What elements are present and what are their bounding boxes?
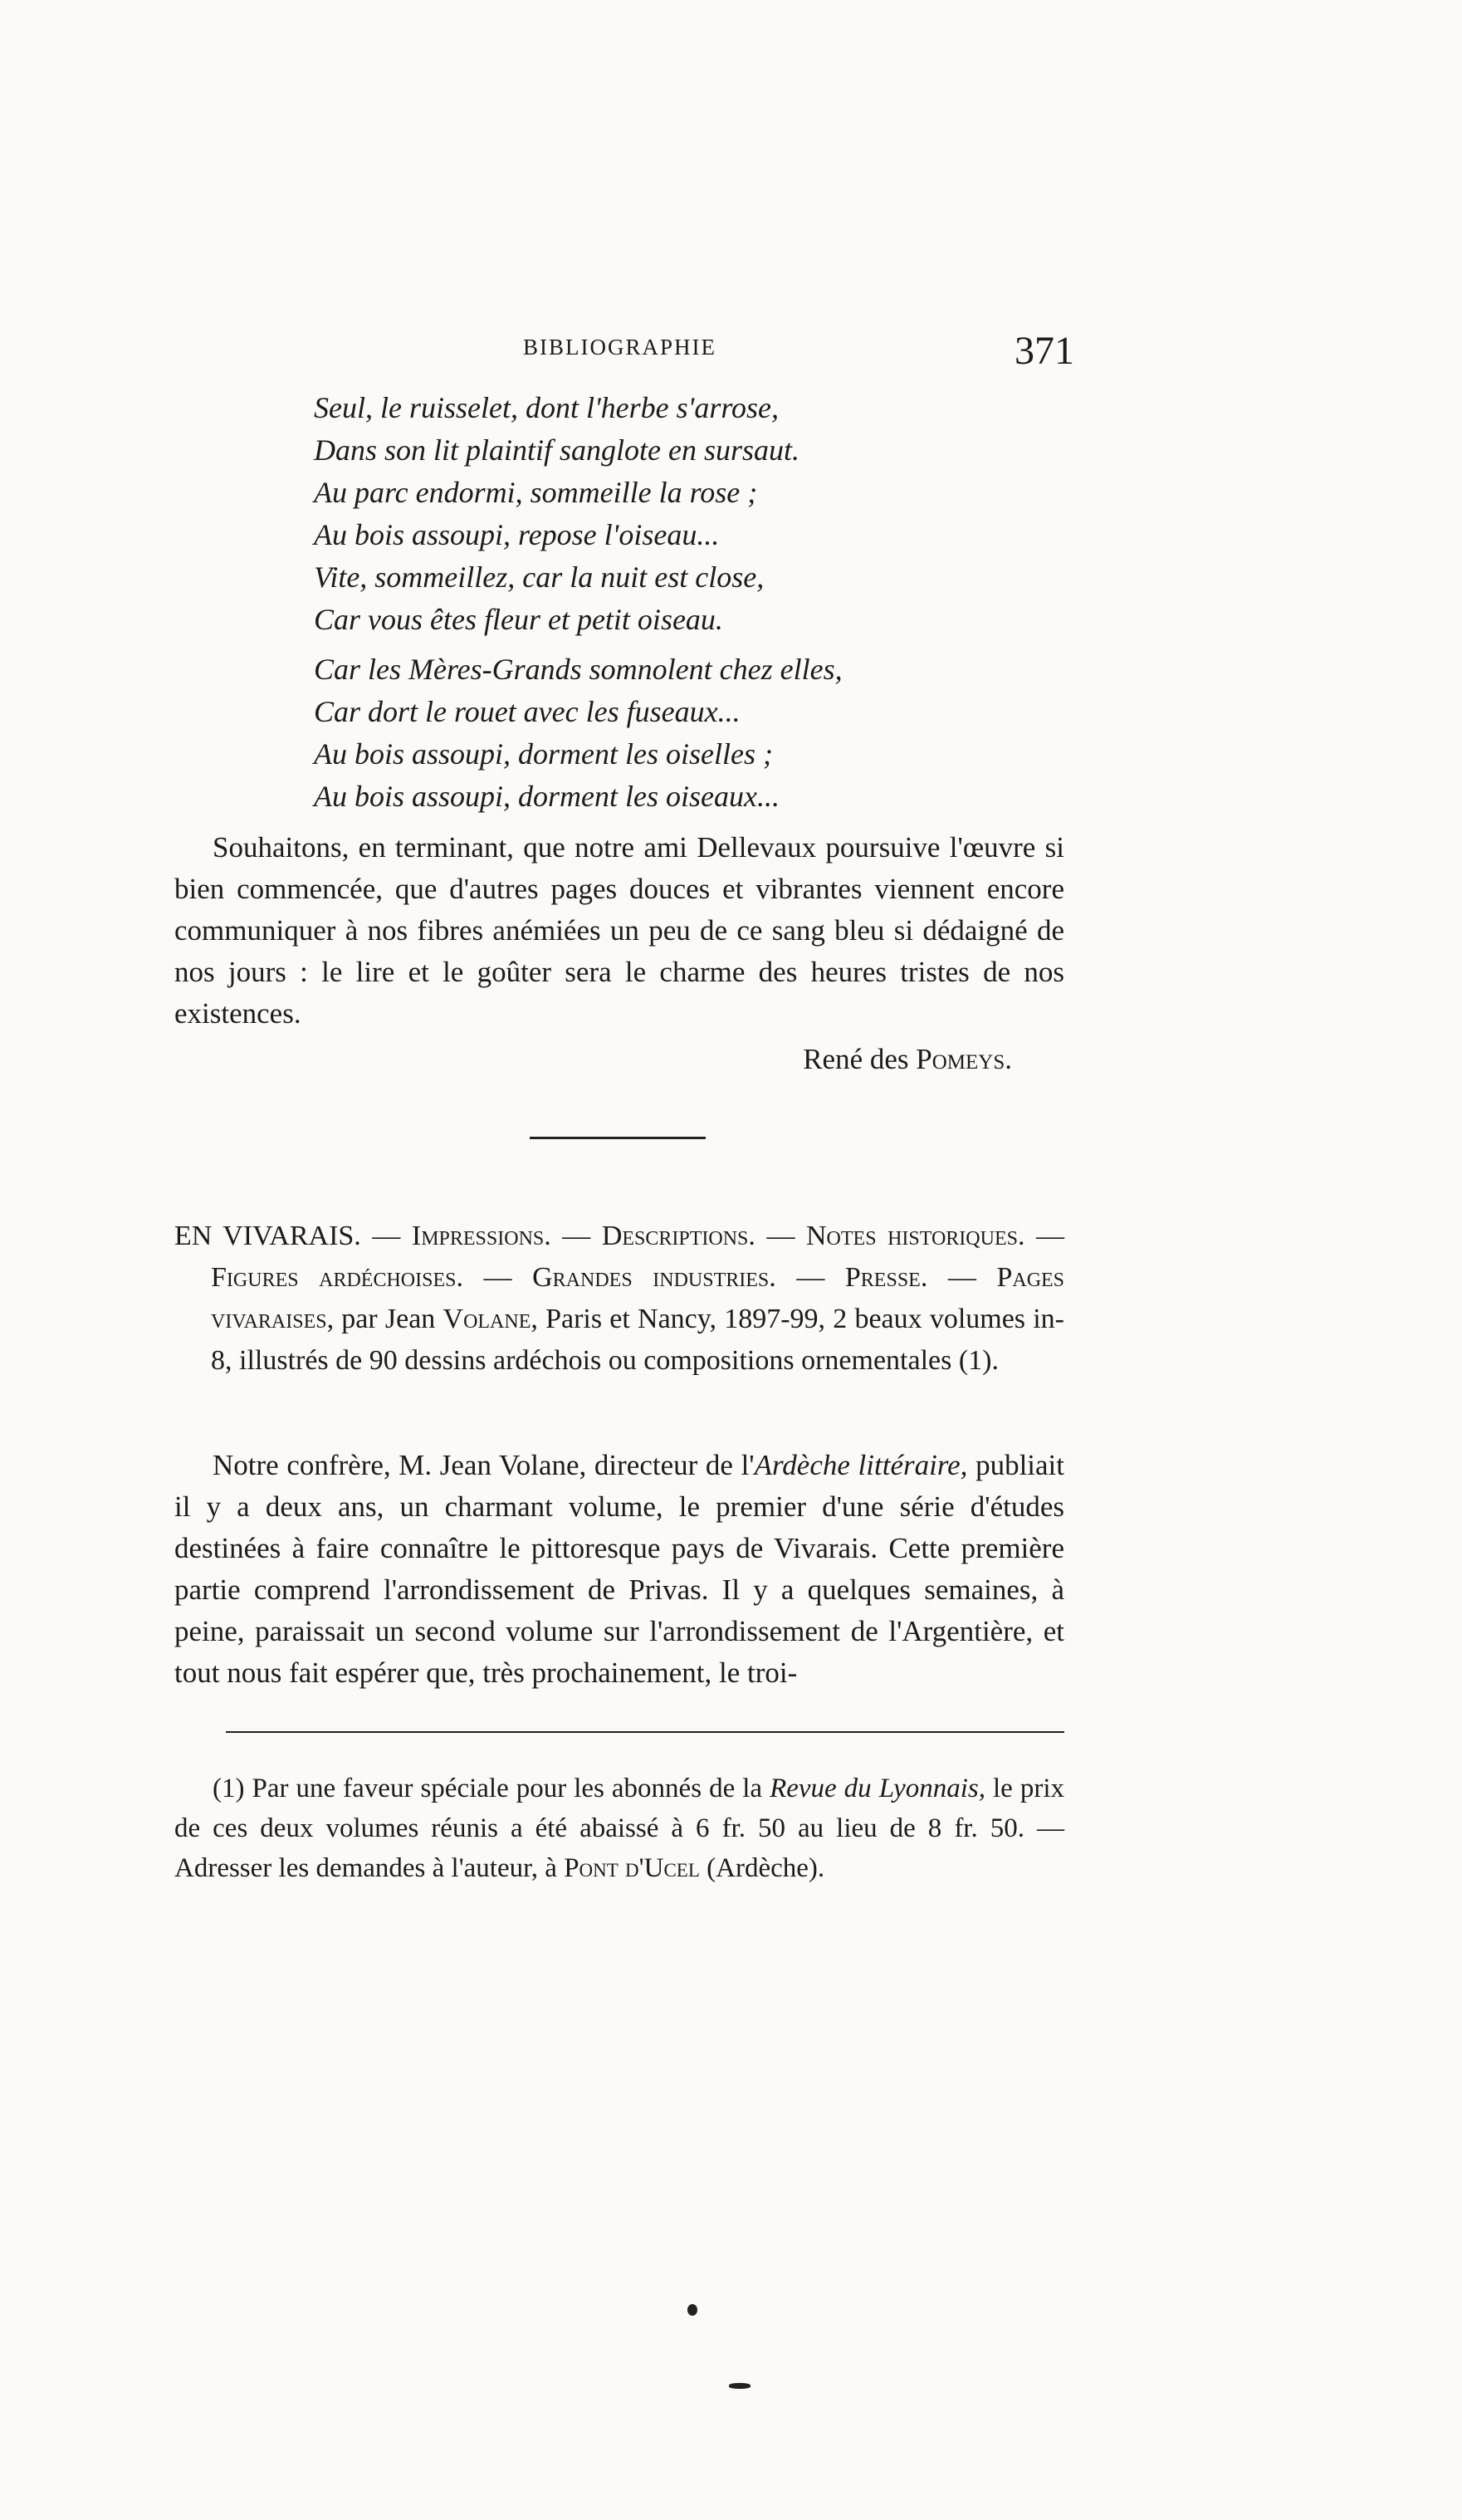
entry-by: par Jean [334,1304,443,1334]
entry-dash: — [1024,1221,1065,1251]
poem-stanza-1 [314,387,799,641]
footnote-text-middle: le prix de ces deux volumes réunis a été abaissé à 6 fr. 50 au lieu de 8 fr. 50. — Adresser les demandes à l'auteur, à [174,1774,1064,1883]
entry-author: Volane, [443,1304,538,1334]
entry-subtitle: Notes historiques. [805,1221,1025,1251]
closing-paragraph-text: Souhaitons, en terminant, que notre ami Dellevaux poursuive l'œuvre si bien commencée, que d'autres pages douces et vibrantes viennent encore communiquer à nos fibres anémiées un peu de ce sang bleu si dédaigné de nos jours : le lire et le goûter sera le charme des heures tristes de nos existences. [174,831,1064,1030]
entry-subtitle: Descriptions. [601,1221,755,1251]
entry-dash: — [927,1262,997,1293]
entry-dash: — [550,1221,602,1251]
ink-speck [729,2383,751,2389]
poem-line: Au bois assoupi, repose l'oiseau... [314,518,720,551]
review-paragraph-text [174,1445,1064,1694]
review-text-start: Notre confrère, M. Jean Volane, directeur de l' [213,1449,755,1481]
entry-subtitle: Impressions. [411,1221,551,1251]
review-signature [803,1043,1012,1076]
entry-details: Paris et Nancy, 1897-99, 2 beaux volumes in-8, illustrés de 90 dessins ardéchois ou compositions ornementales (1). [211,1304,1064,1376]
entry-title: EN VIVARAIS. [174,1221,361,1251]
footnote-place-name: Pont d'Ucel [564,1853,700,1883]
entry-subtitle: Grandes industries. [532,1262,776,1293]
footnote-rule [226,1731,1064,1733]
poem-line: Seul, le ruisselet, dont l'herbe s'arrose, [314,391,780,424]
review-text-rest: publiait il y a deux ans, un charmant volume, le premier d'une série d'études destinées à faire connaître le pittoresque pays de Vivarais. Cette première partie comprend l'arrondissement de Privas. Il y a quelques semaines, à peine, paraissait un second volume sur l'arrondissement de l'Argentière, et tout nous fait espérer que, très prochainement, le troi- [174,1449,1065,1689]
entry-subtitle: Presse. [844,1262,928,1293]
poem-line: Car les Mères-Grands somnolent chez elles, [314,653,843,686]
poem-line: Car dort le rouet avec les fuseaux... [314,695,741,728]
bibliography-entry [174,1216,1064,1382]
running-title: BIBLIOGRAPHIE [523,335,716,360]
poem-line: Car vous êtes fleur et petit oiseau. [314,603,723,636]
journal-title: Ardèche littéraire, [754,1449,968,1481]
poem-line: Vite, sommeillez, car la nuit est close, [314,560,765,594]
poem-line: Au bois assoupi, dorment les oiselles ; [314,737,773,771]
signature-first-name: René des [803,1043,909,1075]
footnote-text-start: (1) Par une faveur spéciale pour les abonnés de la [213,1774,770,1803]
ink-speck [687,2304,697,2316]
poem-line: Au bois assoupi, dorment les oiseaux... [314,780,780,813]
footnote-text [174,1769,1064,1888]
footnote [174,1769,1064,1888]
entry-dash: — [775,1262,845,1293]
signature-last-name: Pomeys. [916,1043,1012,1075]
review-paragraph [174,1445,1064,1694]
poem-line: Au parc endormi, sommeille la rose ; [314,476,758,509]
poem-line: Dans son lit plaintif sanglote en sursaut. [314,433,800,467]
footnote-text-end: (Ardèche). [699,1853,825,1883]
poem-stanza-2 [314,648,843,818]
entry-subtitle: Pages vivaraises, [211,1262,1065,1334]
entry-dash: — [755,1221,806,1251]
entry-dash: — [463,1262,533,1293]
page-header [0,328,1462,378]
page-number: 371 [1015,329,1074,373]
entry-subtitle: Figures ardéchoises. [211,1262,463,1293]
section-divider [530,1137,706,1139]
closing-paragraph [174,827,1064,1035]
entry-dash: — [360,1221,412,1251]
footnote-journal-title: Revue du Lyonnais, [770,1774,985,1803]
